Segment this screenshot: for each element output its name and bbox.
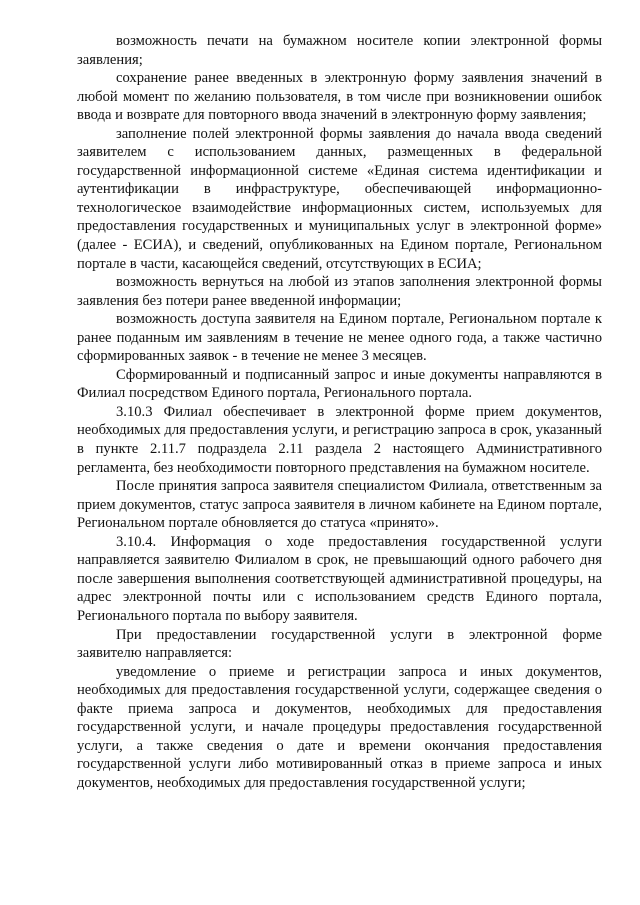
paragraph-status-accepted: После принятия запроса заявителя специалистом Филиала, ответственным за прием документов, статус запроса заявителя в личном кабинете на Едином портале, Региональном портале обновляется до статуса «принято».	[77, 478, 602, 532]
paragraph-3-10-4: 3.10.4. Информация о ходе предоставления государственной услуги направляется заявителю Филиалом в срок, не превышающий одного рабочего дня после завершения выполнения соответствующей административной процедуры, на адрес электронной почты или с использованием средств Единого портала, Регионального портала по выбору заявителя.	[77, 533, 602, 624]
paragraph-print-copy: возможность печати на бумажном носителе копии электронной формы заявления;	[77, 33, 602, 68]
paragraph-3-10-3: 3.10.3 Филиал обеспечивает в электронной форме прием документов, необходимых для предоставления услуги, и регистрацию запроса в срок, указанный в пункте 2.11.7 подраздела 2.11 раздела 2 настоящего Административного регламента, без необходимости повторного представления на бумажном носителе.	[77, 403, 602, 476]
paragraph-return-to-step: возможность вернуться на любой из этапов заполнения электронной формы заявления без потери ранее введенной информации;	[77, 274, 602, 309]
paragraph-electronic-service-intro: При предоставлении государственной услуги в электронной форме заявителю направляется:	[77, 626, 602, 662]
paragraph-access-applications: возможность доступа заявителя на Едином портале, Региональном портале к ранее поданным им заявлениям в течение не менее одного года, а также частично сформированных заявок - в течение не менее 3 месяцев.	[77, 311, 602, 365]
document-page	[77, 32, 602, 792]
paragraph-notification: уведомление о приеме и регистрации запроса и иных документов, необходимых для предоставления государственной услуги, содержащее сведения о факте приема запроса и документов, необходимых для предоставления государственной услуги, и начале процедуры предоставления государственной услуги, а также сведения о дате и времени окончания предоставления государственной услуги либо мотивированный отказ в приеме запроса и иных документов, необходимых для предоставления государственной услуги;	[77, 663, 602, 791]
paragraph-save-values: сохранение ранее введенных в электронную форму заявления значений в любой момент по желанию пользователя, в том числе при возникновении ошибок ввода и возврате для повторного ввода значений в электронную форму заявления;	[77, 70, 602, 124]
paragraph-prefill-esia: заполнение полей электронной формы заявления до начала ввода сведений заявителем с использованием данных, размещенных в федеральной государственной информационной системе «Единая система идентификации и аутентификации в инфраструктуре, обеспечивающей информационно-технологическое взаимодействие информационных систем, используемых для предоставления государственных и муниципальных услуг в электронной форме» (далее - ЕСИА), и сведений, опубликованных на Едином портале, Региональном портале в части, касающейся сведений, отсутствующих в ЕСИА;	[77, 125, 602, 272]
paragraph-signed-request: Сформированный и подписанный запрос и иные документы направляются в Филиал посредством Единого портала, Регионального портала.	[77, 366, 602, 402]
